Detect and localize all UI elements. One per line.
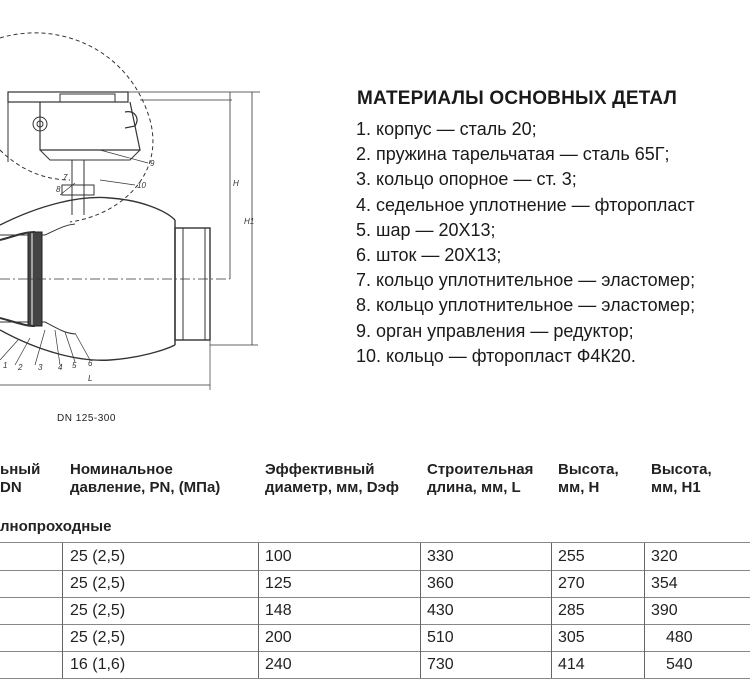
header-length: Строительная длина, мм, L	[427, 461, 534, 496]
cell-height-h1: 390	[651, 602, 678, 619]
cell-pn: 25 (2,5)	[70, 629, 126, 646]
table-row	[0, 570, 750, 597]
cell-height-h: 414	[558, 656, 585, 673]
cell-height-h1: 480	[666, 629, 693, 646]
cell-length: 360	[427, 575, 454, 592]
part-number: 9	[150, 159, 155, 168]
cell-pn: 25 (2,5)	[70, 602, 126, 619]
materials-title: МАТЕРИАЛЫ ОСНОВНЫХ ДЕТАЛ	[357, 88, 678, 109]
dim-label-h1: H1	[244, 217, 255, 226]
section-label: лнопроходные	[0, 518, 112, 535]
cell-pn: 25 (2,5)	[70, 548, 126, 565]
cell-deff: 100	[265, 548, 292, 565]
cell-height-h1: 320	[651, 548, 678, 565]
cell-height-h: 285	[558, 602, 585, 619]
header-deff: Эффективный диаметр, мм, Dэф	[265, 461, 399, 496]
cell-height-h1: 354	[651, 575, 678, 592]
part-number: 8	[56, 185, 61, 194]
part-number: 10	[137, 181, 146, 190]
cell-length: 510	[427, 629, 454, 646]
table-row	[0, 543, 750, 570]
material-item: 8. кольцо уплотнительное — эластомер;	[356, 295, 696, 316]
dim-label-h: H	[233, 179, 239, 188]
header-dn: ьный DN	[0, 461, 41, 496]
cell-deff: 200	[265, 629, 292, 646]
column-divider	[644, 543, 645, 678]
material-item: 4. седельное уплотнение — фторопласт	[356, 194, 695, 215]
cell-height-h: 270	[558, 575, 585, 592]
material-item: 3. кольцо опорное — ст. 3;	[356, 169, 577, 190]
cell-pn: 25 (2,5)	[70, 575, 126, 592]
materials-list	[356, 117, 695, 369]
part-number: 6	[88, 359, 93, 368]
cell-length: 730	[427, 656, 454, 673]
column-divider	[258, 543, 259, 678]
cell-deff: 240	[265, 656, 292, 673]
table-row	[0, 651, 750, 678]
part-number: 7	[63, 173, 68, 182]
column-divider	[551, 543, 552, 678]
header-height-h1: Высота, мм, Н1	[651, 461, 712, 496]
cell-pn: 16 (1,6)	[70, 656, 126, 673]
part-number: 3	[38, 363, 43, 372]
material-item: 6. шток — 20Х13;	[356, 245, 502, 266]
cell-deff: 125	[265, 575, 292, 592]
column-divider	[420, 543, 421, 678]
header-pn: Номинальное давление, PN, (МПа)	[70, 461, 221, 496]
material-item: 5. шар — 20Х13;	[356, 219, 496, 240]
table-row	[0, 624, 750, 651]
material-item: 7. кольцо уплотнительное — эластомер;	[356, 270, 696, 291]
drawing-caption: DN 125-300	[57, 413, 116, 424]
part-number: 4	[58, 363, 63, 372]
cell-length: 330	[427, 548, 454, 565]
part-number: 2	[18, 363, 23, 372]
valve-drawing	[0, 0, 340, 430]
header-height-h: Высота, мм, Н	[558, 461, 619, 496]
dim-label-l: L	[88, 374, 93, 383]
cell-deff: 148	[265, 602, 292, 619]
material-item: 10. кольцо — фторопласт Ф4К20.	[356, 345, 636, 366]
part-number: 1	[3, 361, 8, 370]
cell-height-h1: 540	[666, 656, 693, 673]
row-divider	[0, 678, 750, 679]
cell-length: 430	[427, 602, 454, 619]
column-divider	[62, 543, 63, 678]
cell-height-h: 305	[558, 629, 585, 646]
material-item: 2. пружина тарельчатая — сталь 65Г;	[356, 144, 670, 165]
material-item: 1. корпус — сталь 20;	[356, 119, 537, 139]
cell-height-h: 255	[558, 548, 585, 565]
material-item: 9. орган управления — редуктор;	[356, 320, 634, 341]
part-number: 5	[72, 361, 77, 370]
table-row	[0, 597, 750, 624]
